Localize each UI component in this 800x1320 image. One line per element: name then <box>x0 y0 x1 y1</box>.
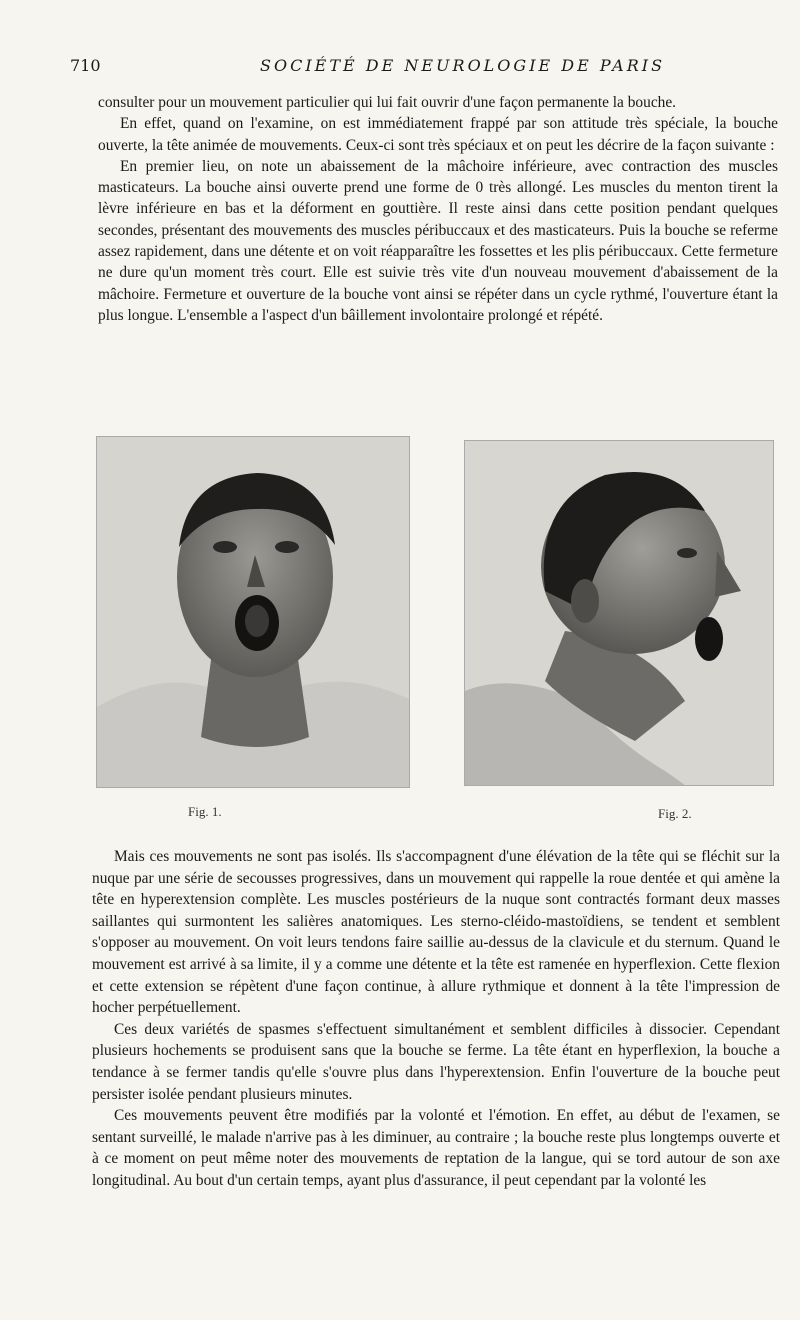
body-text-bottom <box>92 846 780 1192</box>
paragraph: Ces mouvements peuvent être modifiés par la volonté et l'émotion. En effet, au début de l'examen, se sentant surveillé, le malade n'arrive pas à les diminuer, au contraire ; la bouche reste plus longtemps ouverte et à ce moment on peut même noter des mouvements de reptation de la langue, qui se tord autour de son axe longitudinal. Au bout d'un certain temps, ayant plus d'assurance, il peut cependant par la volonté les <box>92 1107 780 1189</box>
paragraph: Mais ces mouvements ne sont pas isolés. Ils s'accompagnent d'une élévation de la tête qui se fléchit sur la nuque par une série de secousses progressives, dans un mouvement qui rappelle la roue dentée et qui amène la tête en hyperextension complète. Les muscles postérieurs de la nuque sont contractés formant deux masses saillantes qui surmontent les salières anatomiques. Les sterno-cléido-mastoïdiens, se tendent et semblent s'opposer au mouvement. On voit leurs tendons faire saillie au-dessus de la clavicule et du sternum. Quand le mouvement est arrivé à sa limite, il y a comme une détente et la tête est ramenée en hyperflexion. Cette flexion et cette extension se répètent d'une façon continue, à allure rythmique et donnent à la tête l'impression de hocher perpétuellement. <box>92 848 780 1017</box>
figure-1-photo <box>96 436 410 788</box>
paragraph: En effet, quand on l'examine, on est immédiatement frappé par son attitude très spéciale, la bouche ouverte, la tête animée de mouvements. Ceux-ci sont très spéciaux et on peut les décrire de la façon suivante : <box>98 115 778 154</box>
body-text-top <box>98 92 778 326</box>
running-head: SOCIÉTÉ DE NEUROLOGIE DE PARIS <box>260 56 666 75</box>
paragraph: Ces deux variétés de spasmes s'effectuent simultanément et semblent difficiles à dissocier. Cependant plusieurs hochements se produisent sans que la bouche se ferme. La tête étant en hyperflexion, la bouche a tendance à se fermer tandis qu'elle s'ouvre plus dans l'hyperextension. Enfin l'ouverture de la bouche peut persister isolée pendant plusieurs minutes. <box>92 1020 780 1103</box>
page-header <box>70 56 760 82</box>
figure-2-caption: Fig. 2. <box>658 806 692 821</box>
paragraph: En premier lieu, on note un abaissement de la mâchoire inférieure, avec contraction des muscles masticateurs. La bouche ainsi ouverte prend une forme de 0 très allongé. Les muscles du menton tirent la lèvre inférieure en bas et la déforment en gouttière. Il reste ainsi dans cette position pendant quelques secondes, présentant des mouvements des muscles péribuccaux et des masticateurs. Puis la bouche se referme assez rapidement, dans une détente et on voit réapparaître les fossettes et les plis péribuccaux. Cette fermeture ne dure qu'un moment très court. Elle est suivie très vite d'un nouveau mouvement d'abaissement de la mâchoire. Fermeture et ouverture de la bouche vont ainsi se répéter dans un cycle rythmé, l'ouverture étant la plus longue. L'ensemble a l'aspect d'un bâillement involontaire prolongé et répété. <box>98 157 778 324</box>
page-number: 710 <box>70 56 101 75</box>
figure-2-photo <box>464 440 774 786</box>
figure-1-caption: Fig. 1. <box>188 804 222 819</box>
paragraph: consulter pour un mouvement particulier qui lui fait ouvrir d'une façon permanente la bouche. <box>98 94 677 111</box>
